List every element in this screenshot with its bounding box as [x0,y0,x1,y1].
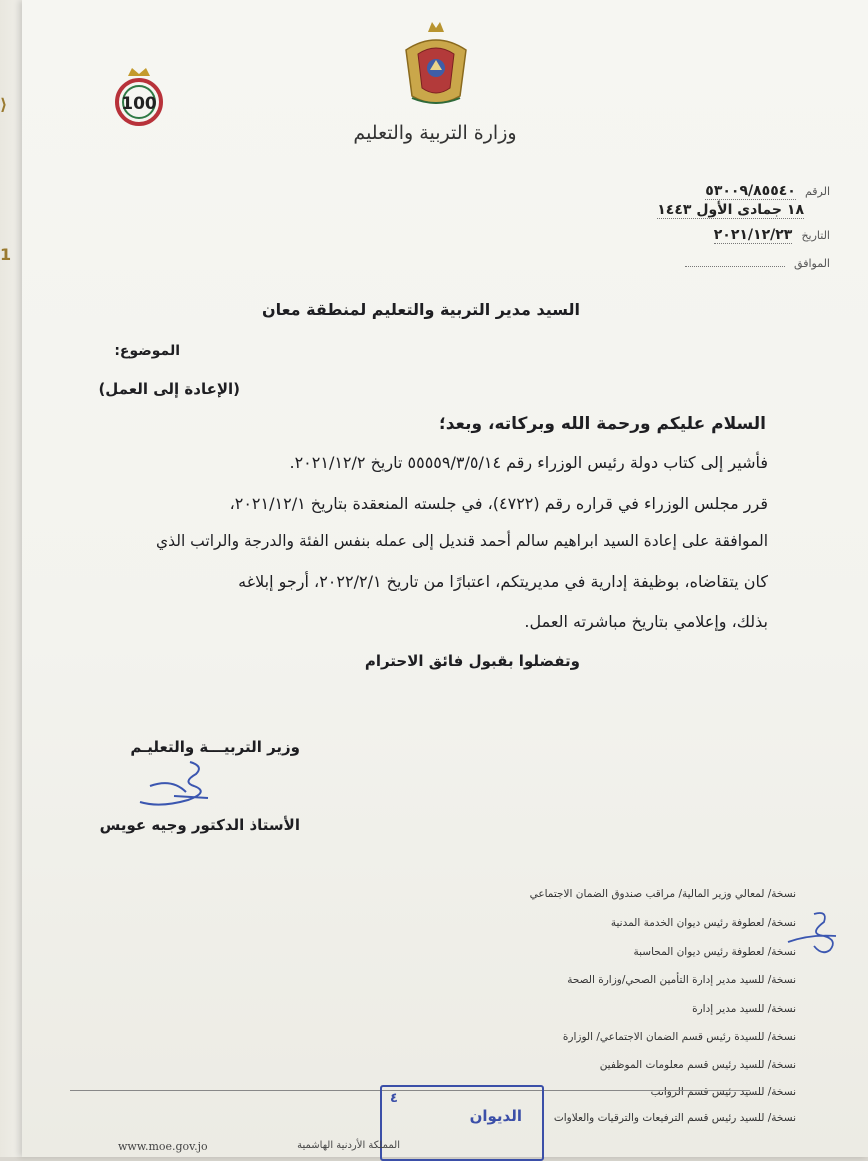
reference-number-row [600,180,830,200]
body-line: قرر مجلس الوزراء في قراره رقم (٤٧٢٢)، في جلسته المنعقدة بتاريخ ٢٠٢١/١٢/١، [229,494,768,513]
closing: وتفضلوا بقبول فائق الاحترام [364,652,580,670]
copy-line: نسخة/ للسيد رئيس قسم معلومات الموظفين [599,1059,796,1071]
gregorian-date-value: ٢٠٢١/١٢/٢٣ [713,227,793,243]
jordan-coat-of-arms-icon [398,18,474,110]
footer-website: www.moe.gov.jo [118,1140,208,1153]
body-line: فأشير إلى كتاب دولة رئيس الوزراء رقم ٥٥٥٥٩/٣/٥/١٤ تاريخ ٢٠٢١/١٢/٢. [289,453,768,472]
copy-line: نسخة/ للسيد رئيس قسم الرواتب [650,1086,796,1098]
handwritten-signature [120,756,220,812]
copy-line: نسخة/ لعطوفة رئيس ديوان المحاسبة [633,946,796,958]
date-row [600,224,830,244]
centenary-badge-number: 100 [121,94,157,114]
ministry-name: وزارة التربية والتعليم [353,122,517,144]
body-line: كان يتقاضاه، بوظيفة إدارية في مديريتكم، اعتبارًا من تاريخ ٢٠٢٢/٢/١، أرجو إبلاغه [238,572,768,591]
centenary-badge-icon [106,62,172,130]
subject-label: الموضوع: [114,343,180,359]
hijri-date-row [600,202,830,219]
body-line: الموافقة على إعادة السيد ابراهيم سالم أحمد قنديل إلى عمله بنفس الفئة والدرجة والراتب الذي [155,532,768,550]
underlying-page-fragment: ⟩ [0,95,8,114]
copy-line: نسخة/ للسيد رئيس قسم الترفيعات والترقيات والعلاوات [553,1112,796,1124]
corresponding-row [600,252,830,271]
corresponding-value-line [685,266,785,267]
signatory-title: وزير التربيـــة والتعليـم [130,738,300,756]
copy-line: نسخة/ لمعالي وزير المالية/ مراقب صندوق الضمان الاجتماعي [529,888,796,900]
reference-number-label: الرقم [804,185,830,198]
copy-line: نسخة/ للسيدة رئيس قسم الضمان الاجتماعي/ الوزارة [562,1031,796,1043]
copy-line: نسخة/ للسيد مدير إدارة [692,1003,796,1015]
recipient: السيد مدير التربية والتعليم لمنطقة معان [261,300,580,319]
stamp-text: الديوان [469,1107,522,1125]
greeting: السلام عليكم ورحمة الله وبركاته، وبعد؛ [438,414,766,434]
copy-line: نسخة/ للسيد مدير إدارة التأمين الصحي/وزارة الصحة [567,974,796,986]
underlying-page-fragment: 1 [0,245,12,264]
signatory-name: الأستاذ الدكتور وجيه عويس [99,816,300,834]
registry-stamp [380,1085,544,1161]
hijri-date-value: ١٨ جمادى الأول ١٤٤٣ [657,202,804,218]
stamp-number: ٤ [390,1091,398,1106]
corresponding-label: الموافق [794,257,830,270]
copy-line: نسخة/ لعطوفة رئيس ديوان الخدمة المدنية [610,917,796,929]
date-label: التاريخ [801,229,830,242]
body-line: بذلك، وإعلامي بتاريخ مباشرته العمل. [524,612,768,631]
subject: (الإعادة إلى العمل) [98,380,240,398]
footer-address: المملكة الأردنية الهاشمية [297,1140,400,1151]
reference-number-value: ٥٣٠٠٩/٨٥٥٤٠ [705,183,796,199]
